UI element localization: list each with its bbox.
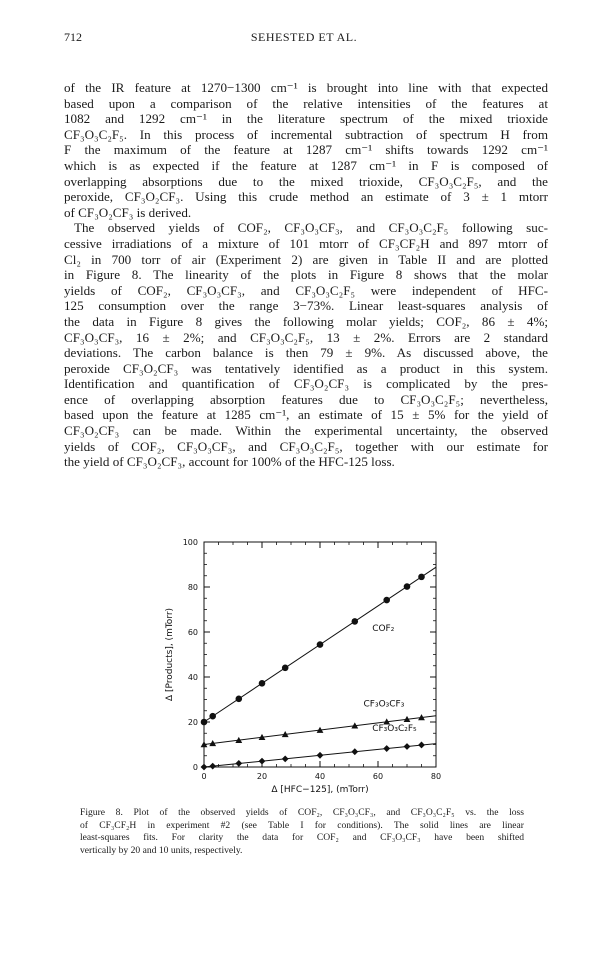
caption-line: least-squares fits. For clarity the data for COF₂ and CF₃O₃CF₃ have been shifted	[80, 832, 524, 844]
caption-line: vertically by 20 and 10 units, respectively.	[80, 844, 243, 856]
body-line: The observed yields of COF₂, CF₃O₃CF₃, and CF₃O₃C₂F₅ following suc-	[74, 220, 548, 236]
body-line: peroxide, CF₃O₂CF₃. Using this crude method an estimate of 3 ± 1 mtorr	[64, 189, 548, 205]
figure-8-chart	[150, 530, 450, 800]
body-text	[64, 80, 548, 470]
data-point-circle	[209, 713, 216, 720]
running-title: SEHESTED ET AL.	[250, 30, 358, 44]
body-line: of the IR feature at 1270−1300 cm⁻¹ is brought into line with that expected	[64, 80, 548, 95]
body-line: ence of overlapping absorption features due to CF₃O₃C₂F₅; nevertheless,	[64, 391, 548, 407]
data-point-diamond	[351, 748, 358, 755]
body-line: F the maximum of the feature at 1287 cm⁻¹ shifts towards 1292 cm⁻¹	[64, 142, 548, 158]
body-line: in Figure 8. The linearity of the plots in Figure 8 shows that the molar	[64, 267, 548, 283]
y-tick-label: 100	[182, 538, 198, 547]
body-line: based upon a comparison of the relative intensities of the features at	[64, 95, 548, 111]
page-number: 712	[64, 30, 82, 44]
body-line: the data in Figure 8 gives the following molar yields; COF₂, 86 ± 4%;	[64, 313, 548, 329]
data-point-diamond	[404, 743, 411, 750]
body-line: which is as expected if the feature at 1287 cm⁻¹ in F is composed of	[64, 157, 548, 173]
x-tick-label: 20	[256, 772, 268, 781]
body-line: cessive irradiations of a mixture of 101 mtorr of CF₃CF₂H and 897 mtorr of	[64, 235, 548, 251]
series-label-cof2: COF₂	[372, 623, 395, 634]
data-point-circle	[383, 597, 390, 604]
x-tick-label: 40	[314, 772, 326, 781]
data-point-diamond	[418, 742, 425, 749]
series-label-cf3o3c2f5: CF₃O₃C₂F₅	[372, 724, 417, 734]
body-line: the yield of CF₃O₂CF₃, account for 100% of the HFC-125 loss.	[64, 454, 395, 470]
y-tick-label: 20	[187, 718, 198, 727]
body-line: Identification and quantification of CF₃O₂CF₃ is complicated by the pres-	[64, 376, 548, 392]
data-point-circle	[352, 618, 359, 625]
body-line: Cl₂ in 700 torr of air (Experiment 2) are given in Table II and are plotted	[64, 251, 548, 267]
body-line: CF₃O₂CF₃ can be made. Within the experimental uncertainty, the observed	[64, 423, 548, 439]
y-tick-label: 40	[187, 673, 198, 682]
y-axis-label: Δ [Products], (mTorr)	[165, 607, 175, 702]
data-point-circle	[404, 583, 411, 590]
body-line: based upon the feature at 1285 cm⁻¹, an estimate of 15 ± 5% for the yield of	[64, 407, 548, 423]
data-point-diamond	[282, 756, 289, 763]
body-line: CF₃O₃CF₃, 16 ± 2%; and CF₃O₃C₂F₅, 13 ± 2%. Errors are 2 standard	[64, 329, 548, 345]
page-header	[64, 30, 544, 46]
data-point-diamond	[235, 760, 242, 767]
data-point-diamond	[201, 764, 208, 771]
x-tick-label: 0	[201, 772, 207, 781]
figure-8	[150, 530, 450, 800]
caption-line: of CF₃CF₂H in experiment #2 (see Table I for conditions). The solid lines are linear	[80, 819, 524, 831]
series-label-cf3o3cf3: CF₃O₃CF₃	[363, 699, 405, 710]
figure-caption	[80, 807, 524, 857]
data-point-diamond	[317, 752, 324, 759]
body-line: 1082 and 1292 cm⁻¹ in the literature spectrum of the mixed trioxide	[64, 111, 548, 127]
body-line: peroxide CF₃O₂CF₃ was tentatively identified as a product in this system.	[64, 360, 548, 376]
data-point-circle	[201, 719, 208, 726]
x-axis-label: Δ [HFC−125], (mTorr)	[271, 785, 369, 795]
data-point-circle	[282, 664, 289, 671]
x-tick-label: 80	[430, 772, 442, 781]
body-line: CF₃O₃C₂F₅. In this process of incremental subtraction of spectrum H from	[64, 126, 548, 142]
data-point-circle	[418, 574, 425, 581]
y-tick-label: 60	[187, 628, 198, 637]
x-tick-label: 60	[372, 772, 384, 781]
y-tick-label: 0	[192, 763, 198, 772]
body-line: overlapping absorptions due to the mixed trioxide, CF₃O₃C₂F₅, and the	[64, 173, 548, 189]
tick-labels	[183, 538, 441, 781]
body-line: deviations. The carbon balance is then 79 ± 9%. As discussed above, the	[64, 345, 548, 361]
y-tick-label: 80	[187, 583, 198, 592]
data-point-circle	[317, 641, 324, 648]
data-point-diamond	[383, 745, 390, 752]
data-point-circle	[259, 680, 266, 687]
body-line: 125 consumption over the range 3−73%. Linear least-squares analysis of	[64, 298, 548, 314]
data-point-circle	[236, 696, 243, 703]
body-line: of CF₃O₂CF₃ is derived.	[64, 204, 192, 220]
body-line: yields of COF₂, CF₃O₃CF₃, and CF₃O₃C₂F₅, together with our estimate for	[64, 438, 548, 454]
data-point-diamond	[259, 758, 266, 765]
body-line: yields of COF₂, CF₃O₃CF₃, and CF₃O₃C₂F₅ were independent of HFC-	[64, 282, 548, 298]
caption-line: Figure 8. Plot of the observed yields of COF₂, CF₃O₃CF₃, and CF₃O₃C₂F₅ vs. the loss	[80, 807, 524, 818]
data-point-diamond	[209, 763, 216, 770]
